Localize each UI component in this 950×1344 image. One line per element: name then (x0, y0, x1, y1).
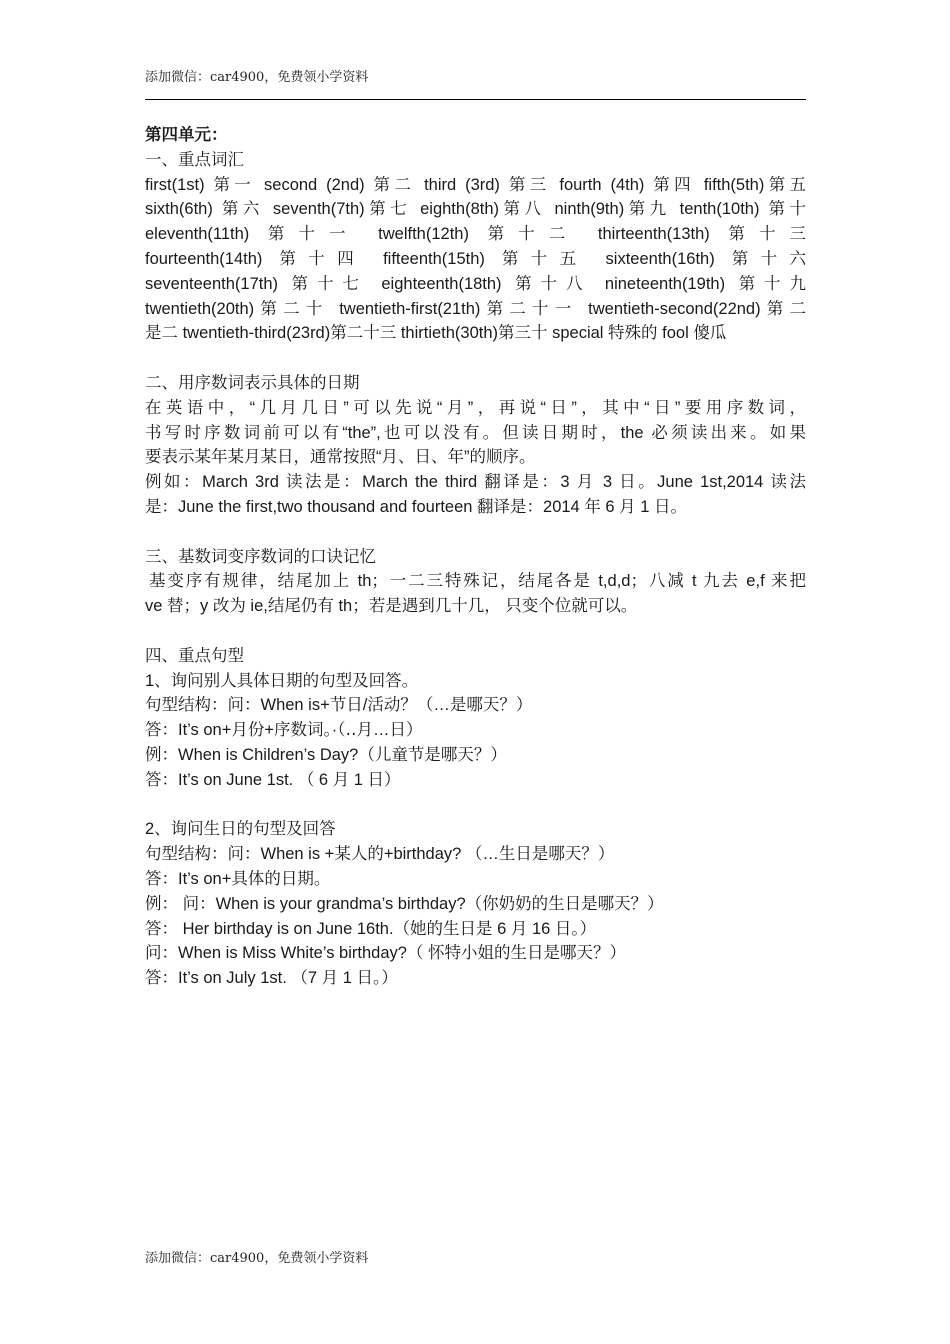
vocab-line: first(1st) 第一 second (2nd) 第二 third (3rd) 第三 fourth (4th) 第四 fifth(5th)第五 (145, 175, 806, 194)
dates-line: 在英语中，“几月几日”可以先说“月”，再说“日”，其中“日”要用序数词， (145, 398, 806, 417)
vocab-line: fourteenth(14th) 第十四 fifteenth(15th) 第十五 sixteenth(16th) 第十六 (145, 249, 806, 268)
vocab-line: seventeenth(17th) 第十七 eighteenth(18th) 第十八 nineteenth(19th) 第十九 (145, 274, 806, 293)
pattern-1-line: 句型结构：问：When is+节日/活动？（…是哪天？） (145, 696, 533, 715)
header-rule (145, 99, 806, 100)
pattern-2-title: 2、询问生日的句型及回答 (145, 820, 336, 839)
pattern-1-line: 答：It’s on June 1st. （ 6 月 1 日） (145, 770, 401, 789)
pattern-2-line: 问：When is Miss White’s birthday?（ 怀特小姐的生日是哪天？） (145, 944, 627, 963)
mnemonic-heading: 三、基数词变序数词的口诀记忆 (145, 547, 376, 566)
pattern-2-line: 答： Her birthday is on June 16th.（她的生日是 6 月 16 日。） (145, 919, 597, 938)
vocab-line: 是二 twentieth-third(23rd)第二十三 thirtieth(30th)第三十 special 特殊的 fool 傻瓜 (145, 324, 727, 343)
dates-line: 书写时序数词前可以有“the”,也可以没有。但读日期时，the 必须读出来。如果 (145, 423, 806, 442)
spacer (145, 346, 806, 371)
patterns-heading: 四、重点句型 (145, 646, 244, 665)
spacer (145, 520, 806, 545)
pattern-1-line: 答：It’s on+月份+序数词。·（‥月…日） (145, 721, 423, 740)
document-body (145, 123, 806, 991)
mnemonic-line: 基变序有规律，结尾加上 th；一二三特殊记，结尾各是 t,d,d；八减 t 九去 e,f 来把 (149, 572, 806, 591)
pattern-2-line: 答：It’s on July 1st. （7 月 1 日。） (145, 969, 398, 988)
page-footer-text: 添加微信：car4900，免费领小学资料 (145, 1251, 369, 1266)
mnemonic-line: ve 替；y 改为 ie,结尾仍有 th；若是遇到几十几， 只变个位就可以。 (145, 597, 638, 616)
dates-line: 例如：March 3rd 读法是：March the third 翻译是：3 月 3 日。June 1st,2014 读法 (145, 473, 806, 492)
pattern-1-line: 例：When is Children’s Day?（儿童节是哪天？） (145, 745, 507, 764)
vocab-line: twentieth(20th)第二十 twentieth-first(21th)第二十一 twentieth-second(22nd)第二 (145, 299, 806, 318)
vocab-heading: 一、重点词汇 (145, 150, 244, 169)
pattern-2-line: 句型结构：问：When is +某人的+birthday? （…生日是哪天？） (145, 845, 615, 864)
dates-line: 是：June the first,two thousand and fourteen 翻译是：2014 年 6 月 1 日。 (145, 497, 688, 516)
vocab-line: sixth(6th) 第六 seventh(7th)第七 eighth(8th)第八 ninth(9th)第九 tenth(10th) 第十 (145, 200, 806, 219)
spacer (145, 793, 806, 818)
pattern-2-line: 例： 问：When is your grandma’s birthday?（你奶奶的生日是哪天？） (145, 894, 664, 913)
dates-line: 要表示某年某月某日，通常按照“月、日、年”的顺序。 (145, 448, 536, 467)
spacer (145, 619, 806, 644)
unit-title: 第四单元： (145, 126, 228, 144)
page-header-text: 添加微信：car4900，免费领小学资料 (145, 70, 369, 85)
pattern-1-title: 1、询问别人具体日期的句型及回答。 (145, 671, 419, 690)
dates-heading: 二、用序数词表示具体的日期 (145, 373, 360, 392)
pattern-2-line: 答：It’s on+具体的日期。 (145, 869, 331, 888)
vocab-line: eleventh(11th) 第十一 twelfth(12th) 第十二 thirteenth(13th) 第十三 (145, 225, 806, 244)
